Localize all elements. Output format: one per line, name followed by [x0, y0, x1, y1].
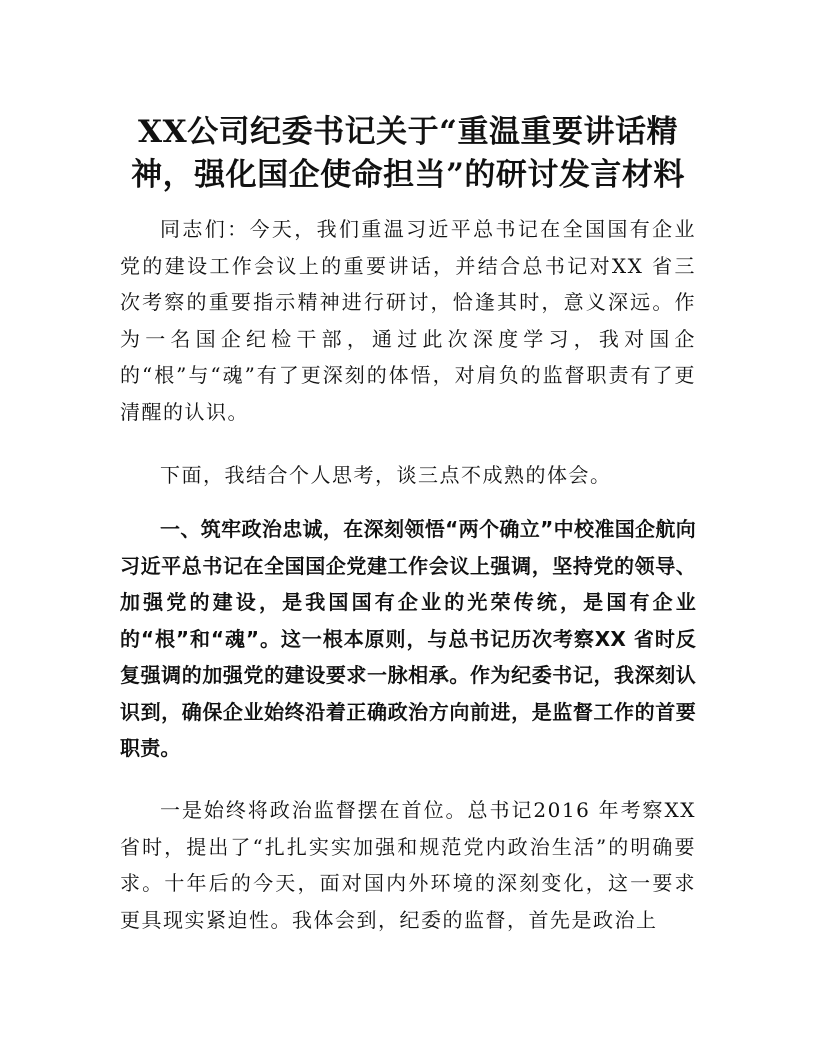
document-title: XX公司纪委书记关于“重温重要讲话精神，强化国企使命担当”的研讨发言材料 — [131, 114, 685, 193]
paragraph-opening: 同志们：今天，我们重温习近平总书记在全国国有企业党的建设工作会议上的重要讲话，并结合总书记对XX 省三次考察的重要指示精神进行研讨，恰逢其时，意义深远。作为一名国企纪检干部，通过此次深度学习，我对国企的“根”与“魂”有了更深刻的体悟，对肩负的监督职责有了更清醒的认识。 — [120, 217, 696, 424]
paragraph-point-one: 一是始终将政治监督摆在首位。总书记2016 年考察XX 省时，提出了“扎扎实实加强和规范党内政治生活”的明确要求。十年后的今天，面对国内外环境的深刻变化，这一要求更具现实紧迫性。我体会到，纪委的监督，首先是政治上 — [120, 798, 696, 932]
paragraph-section-one: 一、筑牢政治忠诚，在深刻领悟“两个确立”中校准国企航向习近平总书记在全国国企党建工作会议上强调，坚持党的领导、加强党的建设，是我国国有企业的光荣传统，是国有企业的“根”和“魂”。这一根本原则，与总书记历次考察XX 省时反复强调的加强党的建设要求一脉相承。作为纪委书记，我深刻认识到，确保企业始终沿着正确政治方向前进，是监督工作的首要职责。 — [120, 517, 696, 760]
paragraph-intro: 下面，我结合个人思考，谈三点不成熟的体会。 — [160, 463, 612, 487]
